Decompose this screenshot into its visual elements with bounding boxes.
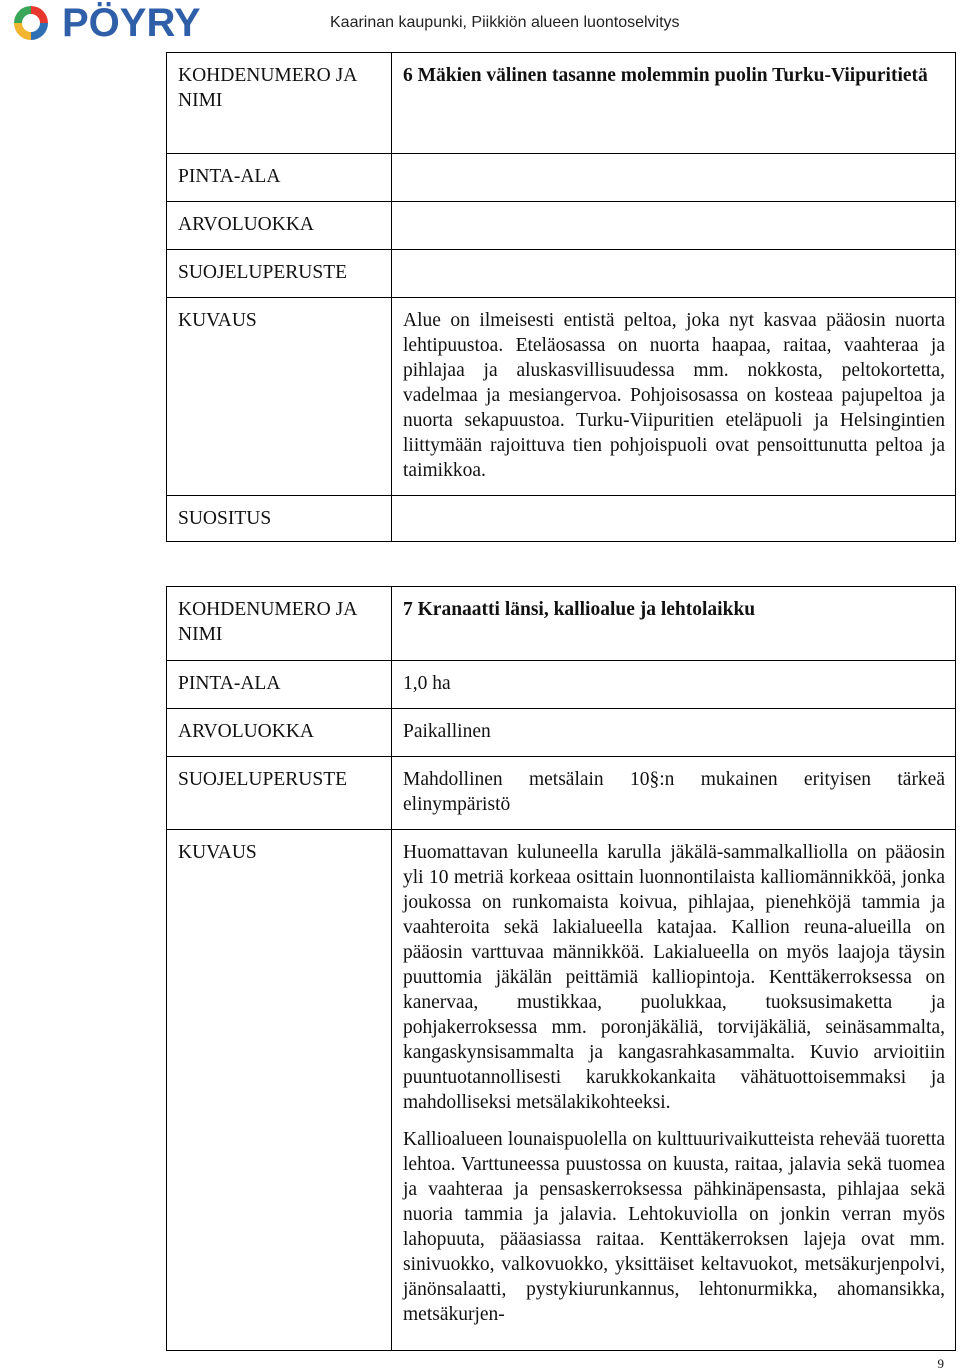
label-kuvaus: KUVAUS [167,298,392,496]
label-kuvaus: KUVAUS [167,830,392,1351]
label-kohdenumero: KOHDENUMERO JA NIMI [167,587,392,661]
table-row [167,250,956,298]
value-suojeluperuste [392,250,956,298]
logo-wordmark: PÖYRY [62,1,201,45]
document-title: Kaarinan kaupunki, Piikkiön alueen luontoselvitys [330,14,680,31]
table-row [167,661,956,709]
value-suositus [392,496,956,542]
label-pinta-ala: PINTA-ALA [167,661,392,709]
label-arvoluokka: ARVOLUOKKA [167,202,392,250]
label-kohdenumero: KOHDENUMERO JA NIMI [167,53,392,154]
page-header [0,0,960,50]
site-name: 7 Kranaatti länsi, kallioalue ja lehtolaikku [392,587,956,661]
value-suojeluperuste: Mahdollinen metsälain 10§:n mukainen erityisen tärkeä elinympäristö [392,757,956,830]
value-kuvaus: Alue on ilmeisesti entistä peltoa, joka nyt kasvaa pääosin nuorta lehtipuustoa. Eteläosassa on nuorta haapaa, raitaa, vaahteraa ja pihlajaa ja aluskasvillisuudessa mm. nokkosta, peltokortetta, vadelmaa ja mesiangervoa. Pohjoisosassa on kosteaa pajupeltoa ja nuorta sekapuustoa. Turku-Viipuritien eteläpuoli ja Helsingintien liittymään rajoittuva tien pohjoispuoli ovat pensoittunutta peltoa ja taimikkoa. [392,298,956,496]
value-pinta-ala: 1,0 ha [392,661,956,709]
table-row [167,709,956,757]
label-arvoluokka: ARVOLUOKKA [167,709,392,757]
label-suojeluperuste: SUOJELUPERUSTE [167,757,392,830]
table-row [167,496,956,542]
table-row [167,154,956,202]
value-arvoluokka [392,202,956,250]
table-row [167,202,956,250]
kuvaus-paragraph-1: Huomattavan kuluneella karulla jäkälä-sammalkalliolla on pääosin yli 10 metriä korkeaa osittain luonnontilaista kalliomännikköä, jonka joukossa on runkomaista koivua, pihlajaa, pienehköjä tammia ja vaahteroita sekä lakialueella katajaa. Kallion reuna-alueilla on pääosin varttuvaa männikköä. Lakialueella on myös laajoja täysin puuttomia jäkälän peittämiä kalliopintoja. Kenttäkerroksessa on kanervaa, mustikkaa, puolukkaa, tuoksusimaketta ja pohjakerroksessa mm. poronjäkäliä, torvijäkäliä, seinäsammalta, kangaskynsisammalta ja kangasrahkasammalta. Kuvio arvioitiin puuntuotannollisesti karukkokankaita vähätuottoisemmaksi ja mahdolliseksi metsälakikohteeksi. [403,842,945,1113]
site-name: 6 Mäkien välinen tasanne molemmin puolin Turku-Viipuritietä [392,53,956,154]
label-suojeluperuste: SUOJELUPERUSTE [167,250,392,298]
value-kuvaus [392,830,956,1351]
poyry-logo [4,2,240,44]
page-number: 9 [937,1356,944,1371]
table-row [167,830,956,1351]
table-row [167,587,956,661]
poyry-swirl-icon [4,2,58,44]
kuvaus-paragraph-2: Kallioalueen lounaispuolella on kulttuurivaikutteista rehevää tuoretta lehtoa. Varttuneessa puustossa on kuusta, raitaa, jalavia sekä tuomea ja vaahteraa ja pensaskerroksessa pähkinäpensasta, pihlajaa sekä nuoria tammia ja jalavia. Lehtokuviolla on jonkin verran myös lahopuuta, pääasiassa raitaa. Kenttäkerroksen lajeja ovat mm. sinivuokko, valkovuokko, yksittäiset keltavuokot, metsäkurjenpolvi, jänönsalaatti, pystykiurunkannus, lehtonurmikka, ahomansikka, metsäkurjen- [403,1129,945,1325]
site-table-6 [166,52,956,542]
label-suositus: SUOSITUS [167,496,392,542]
label-pinta-ala: PINTA-ALA [167,154,392,202]
table-row [167,53,956,154]
site-table-7 [166,586,956,1351]
table-row [167,298,956,496]
value-arvoluokka: Paikallinen [392,709,956,757]
value-pinta-ala [392,154,956,202]
table-row [167,757,956,830]
